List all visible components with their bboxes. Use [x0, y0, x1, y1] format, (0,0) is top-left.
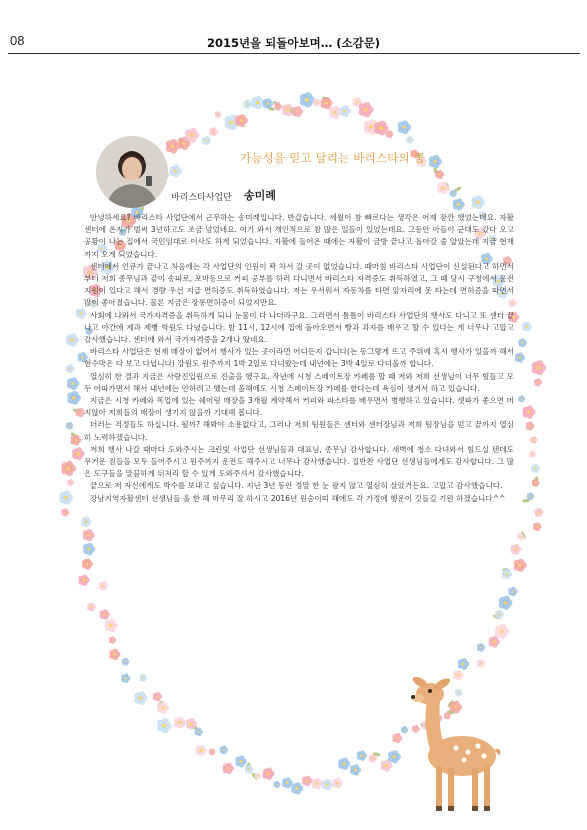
flower-blossom-icon: [99, 581, 109, 591]
flower-blossom-icon: [174, 716, 186, 728]
flower-blossom-icon: [533, 522, 542, 531]
flower-blossom-icon: [66, 422, 73, 430]
flower-blossom-icon: [72, 447, 85, 460]
flower-blossom-icon: [83, 529, 95, 541]
portrait-photo: [96, 136, 168, 208]
flower-blossom-icon: [522, 405, 535, 419]
author-department: 바리스타사업단: [171, 193, 232, 203]
flower-blossom-icon: [153, 692, 162, 702]
flower-blossom-icon: [215, 111, 222, 118]
flower-blossom-icon: [292, 106, 303, 117]
flower-blossom-icon: [477, 643, 485, 652]
flower-blossom-icon: [245, 765, 254, 774]
paragraph: 강남지역자활센터 선생님들 올 한 해 마무리 잘 하시고 2016년 원숭이띠 해에도 각 가정에 행운이 깃들길 기원 하겠습니다^^: [90, 493, 506, 503]
flower-blossom-icon: [357, 750, 367, 761]
paragraph: 바리스타 사업단은 현재 매장이 없어서 행사가 있는 곳이라면 어디든지 갑니다(논 동그랗게 뜨고 주위에 혹시 행사가 있을까 해서 현수막은 다 보고 다닙니다) 강원도 원주까지 1박 2일로 다녀왔는데 내년에는 3박 4일로 다녀올까 합니다.: [84, 347, 514, 369]
flower-blossom-icon: [209, 748, 216, 755]
paragraph: 열심히 한 결과 지금은 사랑진입원으로 진출을 했구요. 작년에 시청 스페이트장 카페를 할 때 저와 저희 선생님이 너무 힘들고 모두 아파가면서 해서 내년에는 안하려고 했는데 올해에도 시청 스페이트장 카페를 한다는데 욕심이 생겨서 하고 있습니다.: [84, 371, 514, 393]
page-number: 08: [10, 33, 25, 48]
flower-blossom-icon: [202, 136, 211, 145]
flower-blossom-icon: [429, 155, 442, 169]
flower-blossom-icon: [59, 490, 73, 504]
paragraph: 저희 행사 나갈 때마다 도와주시는 크린빛 사업단 선생님들과 대표님, 종무님 감사합니다. 새벽에 청소 다녀와서 힘드실 텐데도 무거운 짐들을 모두 들어주시고 원주까지 운전도 해주시고 너무나 감사했습니다. 집반찬 사업단 선생님들에게도 감사합니다. 그 많은 도구들을 말끔하게 뒤처리 할 수 있게 도와주셔서 감사했습니다.: [84, 444, 514, 479]
flower-blossom-icon: [526, 421, 535, 430]
flower-blossom-icon: [531, 464, 540, 473]
paragraph: 센터에서 인큐가 끝나고 처음에는 각 사업단의 인원이 꽉 차서 갈 곳이 없었습니다. 때마침 바리스타 사업단이 신설된다고 하면서부터 저희 종무님과 같이 송파로, 포마동으로 커피 공부를 하러 다니면서 바리스타 자격증도 취득하였고, 그 때 당시 구청에서 운전지원이 있다고 해서 경량 우선 지급 면허증도 취득하였습니다. 저는 우서워서 자동차를 타면 앞자리에 못 타는데 면허증을 따면서 많이 좋아졌습니다. 물론 지금은 장롱면허증이 되었지만요.: [84, 261, 514, 308]
flower-blossom-icon: [514, 558, 527, 572]
flower-blossom-icon: [489, 636, 500, 648]
flower-blossom-icon: [185, 128, 199, 143]
flower-blossom-icon: [109, 636, 116, 644]
flower-blossom-icon: [291, 782, 303, 795]
flower-blossom-icon: [435, 170, 444, 179]
flower-blossom-icon: [471, 195, 485, 209]
flower-blossom-icon: [453, 198, 465, 210]
flower-blossom-icon: [109, 649, 120, 660]
flower-blossom-icon: [529, 450, 536, 457]
flower-blossom-icon: [502, 569, 512, 579]
flower-blossom-icon: [300, 92, 315, 107]
flower-blossom-icon: [235, 114, 248, 127]
flower-blossom-icon: [67, 391, 81, 405]
flower-blossom-icon: [313, 99, 321, 107]
flower-blossom-icon: [398, 120, 412, 134]
flower-blossom-icon: [499, 596, 513, 610]
flower-blossom-icon: [522, 322, 532, 332]
flower-blossom-icon: [338, 757, 350, 770]
flower-blossom-icon: [312, 778, 323, 790]
flower-blossom-icon: [82, 558, 93, 569]
document-title: 2015년을 되돌아보며… (소감문): [206, 36, 381, 50]
flower-blossom-icon: [169, 164, 182, 177]
flower-blossom-icon: [251, 96, 264, 109]
paragraph: 더러는 걱정들도 하십니다. 될까? 해봐야 소용없다고, 그러나 저희 팀원들은 센터와 센터장님과 저희 팀장님을 믿고 끝까지 열심히 노력하겠습니다.: [84, 420, 514, 442]
paragraph: 끝으로 저 자신에게도 박수를 보내고 싶습니다. 지난 3년 동안 정말 한 눈 팔지 않고 열심히 살았거든요. 고맙고 감사했습니다.: [90, 481, 503, 491]
flower-blossom-icon: [515, 353, 525, 363]
flower-blossom-icon: [359, 102, 374, 118]
flower-blossom-icon: [255, 772, 262, 779]
flower-blossom-icon: [87, 602, 96, 611]
flower-blossom-icon: [531, 360, 546, 375]
flower-blossom-icon: [386, 130, 394, 138]
flower-blossom-icon: [100, 609, 110, 620]
flower-blossom-icon: [534, 378, 542, 386]
paragraph: 사회에 나와서 국가자격증을 취득하게 되니 눈물이 다 나더라구요. 그러면서 틈틈이 바리스타 사업단의 행사도 다니고 또 센터 끝나고 야간에 제과 제빵 학원도 다녔습니다. 밤 11시, 12시에 집에 돌아오면서 빵과 과자를 배우고 할 수 있다는 게 너무나 고맙고 감사했습니다. 센터에 와서 국가자격증을 2개나 땄네요.: [84, 310, 514, 345]
flower-blossom-icon: [134, 691, 147, 705]
flower-blossom-icon: [530, 436, 538, 444]
flower-blossom-icon: [350, 764, 361, 775]
flower-blossom-icon: [406, 136, 413, 144]
flower-blossom-icon: [105, 619, 118, 632]
person-portrait-icon: [96, 136, 168, 208]
paragraph: 지금은 시청 카페와 목업에 있는 쉐어링 매장을 3개월 계약해서 커피와 파스타를 배우면서 병행하고 있습니다. 셋파가 좋으면 머지않아 저희들의 매장이 생기지 않을까 기대해 봅니다.: [84, 396, 514, 418]
flower-blossom-icon: [83, 543, 95, 556]
flower-blossom-icon: [66, 364, 75, 373]
flower-blossom-icon: [220, 745, 229, 754]
flower-blossom-icon: [518, 396, 525, 403]
flower-blossom-icon: [223, 762, 235, 774]
flower-blossom-icon: [262, 767, 274, 780]
flower-blossom-icon: [157, 718, 172, 733]
flower-blossom-icon: [274, 102, 282, 110]
flower-blossom-icon: [235, 755, 247, 767]
flower-blossom-icon: [339, 105, 351, 117]
flower-blossom-icon: [495, 610, 504, 619]
flower-blossom-icon: [302, 776, 312, 787]
flower-blossom-icon: [139, 674, 147, 682]
flower-blossom-icon: [81, 517, 91, 528]
flower-blossom-icon: [61, 508, 69, 516]
flower-blossom-icon: [495, 624, 510, 639]
paragraph: 안녕하세요? 바리스타 사업단에서 근무하는 송미례입니다. 반갑습니다. 세월이 참 빠르다는 생각은 어제 잠깐 했었는데요. 자활센터에 온지가 벌써 3년하고도 조금 넘었네요. 여기 와서 개인적으로 참 많은 일들이 있었는데요. 그동안 아들이 군대도 갔다 오고 공황이 나는 집에서 국민임대로 이사도 하게 되었습니다. 자활에 들어온 때에는 자활이 금방 끝나고 돌아갈 줄 알았는데 지금 현재까지 오게 되었습니다.: [84, 213, 514, 259]
flower-blossom-icon: [243, 99, 252, 108]
article-body: [84, 212, 514, 505]
flower-blossom-icon: [508, 587, 517, 597]
flower-blossom-icon: [332, 778, 343, 789]
flower-blossom-icon: [274, 781, 281, 788]
flower-blossom-icon: [527, 492, 535, 500]
page-header: [0, 0, 587, 54]
article-title: 가능성을 믿고 달리는 바리스타의 꿈: [240, 151, 426, 165]
flower-blossom-icon: [67, 479, 74, 486]
flower-blossom-icon: [511, 544, 522, 555]
flower-blossom-icon: [121, 673, 130, 683]
author-name: 송미례: [244, 189, 276, 202]
flower-blossom-icon: [67, 377, 79, 390]
flower-blossom-icon: [157, 702, 169, 714]
flower-blossom-icon: [78, 575, 89, 587]
flower-blossom-icon: [209, 127, 218, 136]
flower-blossom-icon: [66, 333, 79, 347]
flower-blossom-icon: [70, 434, 81, 445]
flower-blossom-icon: [518, 338, 527, 347]
flower-blossom-icon: [122, 658, 130, 666]
flower-blossom-icon: [322, 779, 333, 790]
header-divider: [8, 53, 580, 54]
flower-blossom-icon: [61, 461, 76, 476]
deer-illustration: [400, 660, 520, 820]
flower-blossom-icon: [196, 745, 207, 757]
flower-blossom-icon: [534, 508, 543, 517]
flower-blossom-icon: [532, 479, 540, 487]
